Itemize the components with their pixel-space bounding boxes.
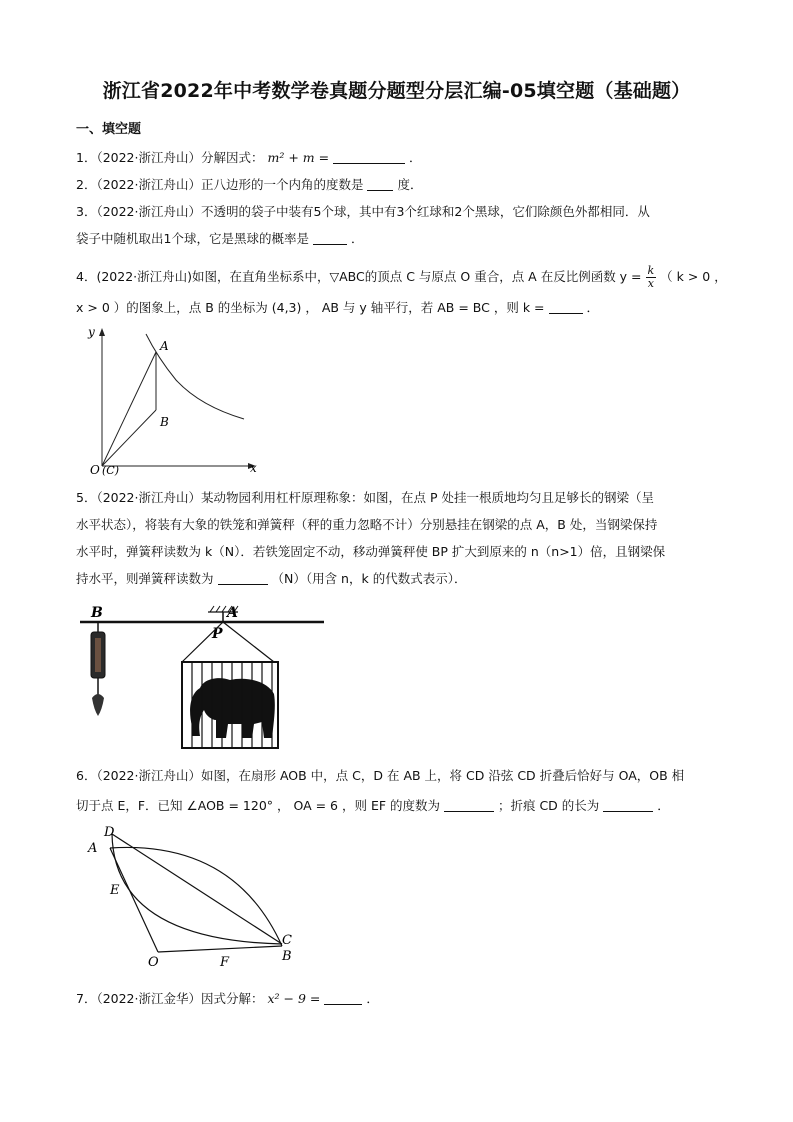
q2-answer-blank[interactable] — [367, 178, 393, 191]
q2-text: 2．（2022·浙江舟山）正八边形的一个内角的度数是 — [76, 177, 364, 192]
q1-suffix: ． — [409, 150, 422, 165]
q6-answer-blank-2[interactable] — [603, 799, 653, 812]
question-2 — [76, 175, 422, 193]
label-a: A — [88, 841, 98, 856]
q5-text-a: 持水平，则弹簧秤读数为 — [76, 571, 214, 586]
chord-cd — [112, 834, 282, 944]
q4-frac-denominator: x — [647, 277, 654, 290]
question-6-line-1: 6．（2022·浙江舟山）如图，在扇形 AOB 中，点 C，D 在 AB 上，将 CD 沿弦 CD 折叠后恰好与 OA，OB 相 — [76, 768, 685, 783]
q7-expression: x² − 9 = — [267, 991, 321, 1006]
q6-answer-blank-1[interactable] — [444, 799, 494, 812]
q4-text-a: 4．(2022·浙江舟山)如图，在直角坐标系中，▽ABC的顶点 C 与原点 O 重合，点 A 在反比例函数 y = — [76, 269, 642, 284]
q5-answer-blank[interactable] — [218, 572, 268, 585]
question-3-line-1: 3．（2022·浙江舟山）不透明的袋子中装有5个球，其中有3个红球和2个黑球，它们除颜色外都相同．从 — [76, 204, 650, 219]
question-4-line-1 — [76, 265, 727, 290]
cage-rope-left — [182, 622, 223, 662]
radius-ob — [158, 946, 282, 952]
label-c: C — [282, 933, 292, 948]
q1-answer-blank[interactable] — [333, 151, 405, 164]
segment-ca — [102, 352, 156, 466]
q4-text-b: （ k > 0 ， — [660, 269, 727, 284]
label-x: x — [250, 461, 257, 475]
label-c: (C) — [102, 464, 119, 477]
section-heading: 一、填空题 — [76, 122, 142, 137]
q4-text-c: x > 0 ）的图象上，点 B 的坐标为 (4,3) ， AB 与 y 轴平行，若 AB = BC ，则 k = — [76, 300, 545, 315]
q6-text-b: ；折痕 CD 的长为 — [497, 798, 600, 813]
q5-lever-figure — [78, 598, 326, 754]
q4-frac-numerator: k — [647, 264, 655, 277]
question-7 — [76, 989, 379, 1007]
scale-weight-icon — [92, 694, 104, 716]
q1-prefix: 1．（2022·浙江舟山）分解因式： — [76, 150, 264, 165]
segment-cb — [102, 410, 156, 466]
q1-expression: m² + m = — [267, 150, 330, 165]
label-d: D — [104, 825, 115, 840]
q3-suffix: ． — [350, 231, 364, 246]
q6-sector-figure — [84, 822, 306, 972]
q6-suffix: ． — [657, 798, 670, 813]
label-e: E — [110, 883, 120, 898]
q4-coordinate-figure — [80, 322, 270, 478]
q7-prefix: 7．（2022·浙江金华）因式分解： — [76, 991, 264, 1006]
scale-window — [95, 638, 101, 672]
label-o: O — [90, 463, 100, 477]
question-4-line-2 — [76, 298, 599, 316]
question-5-line-1: 5．（2022·浙江舟山）某动物园利用杠杆原理称象：如图，在点 P 处挂一根质地均匀且足够长的钢梁（呈 — [76, 490, 654, 505]
q4-fraction — [646, 265, 657, 290]
q5-text-b: （N）（用含 n，k 的代数式表示）． — [271, 571, 467, 586]
label-a: A — [160, 339, 169, 353]
question-5-line-3: 水平时，弹簧秤读数为 k（N）．若铁笼固定不动，移动弹簧秤使 BP 扩大到原来的 n（n>1）倍，且钢梁保 — [76, 544, 666, 559]
page-title: 浙江省2022年中考数学卷真题分题型分层汇编-05填空题（基础题） — [102, 80, 691, 102]
y-axis-arrow — [99, 328, 105, 336]
q3-text: 袋子中随机取出1个球，它是黑球的概率是 — [76, 231, 309, 246]
question-6-line-2 — [76, 796, 670, 814]
question-5-line-4 — [76, 569, 466, 587]
question-1 — [76, 148, 422, 166]
label-b: B — [91, 605, 103, 621]
radius-oa — [110, 848, 158, 952]
label-p: P — [212, 626, 223, 642]
cage-rope-right — [223, 622, 274, 662]
q3-answer-blank[interactable] — [313, 232, 347, 245]
q6-text-a: 切于点 E，F．已知 ∠AOB = 120° ， OA = 6 ，则 EF 的度数为 — [76, 798, 441, 813]
q4-answer-blank[interactable] — [549, 301, 583, 314]
label-b: B — [160, 415, 169, 429]
q7-suffix: ． — [366, 991, 379, 1006]
label-a: A — [227, 605, 238, 621]
question-5-line-2: 水平状态），将装有大象的铁笼和弹簧秤（秤的重力忽略不计）分别悬挂在钢梁的点 A，B 处，当钢梁保持 — [76, 517, 658, 532]
label-b: B — [282, 949, 292, 964]
q4-suffix: ． — [586, 300, 599, 315]
question-3-line-2 — [76, 229, 363, 247]
label-y: y — [88, 325, 95, 339]
label-o: O — [148, 955, 159, 970]
label-f: F — [220, 955, 230, 970]
q7-answer-blank[interactable] — [324, 992, 362, 1005]
arc-ab — [110, 847, 282, 946]
q2-suffix: 度． — [397, 177, 423, 192]
